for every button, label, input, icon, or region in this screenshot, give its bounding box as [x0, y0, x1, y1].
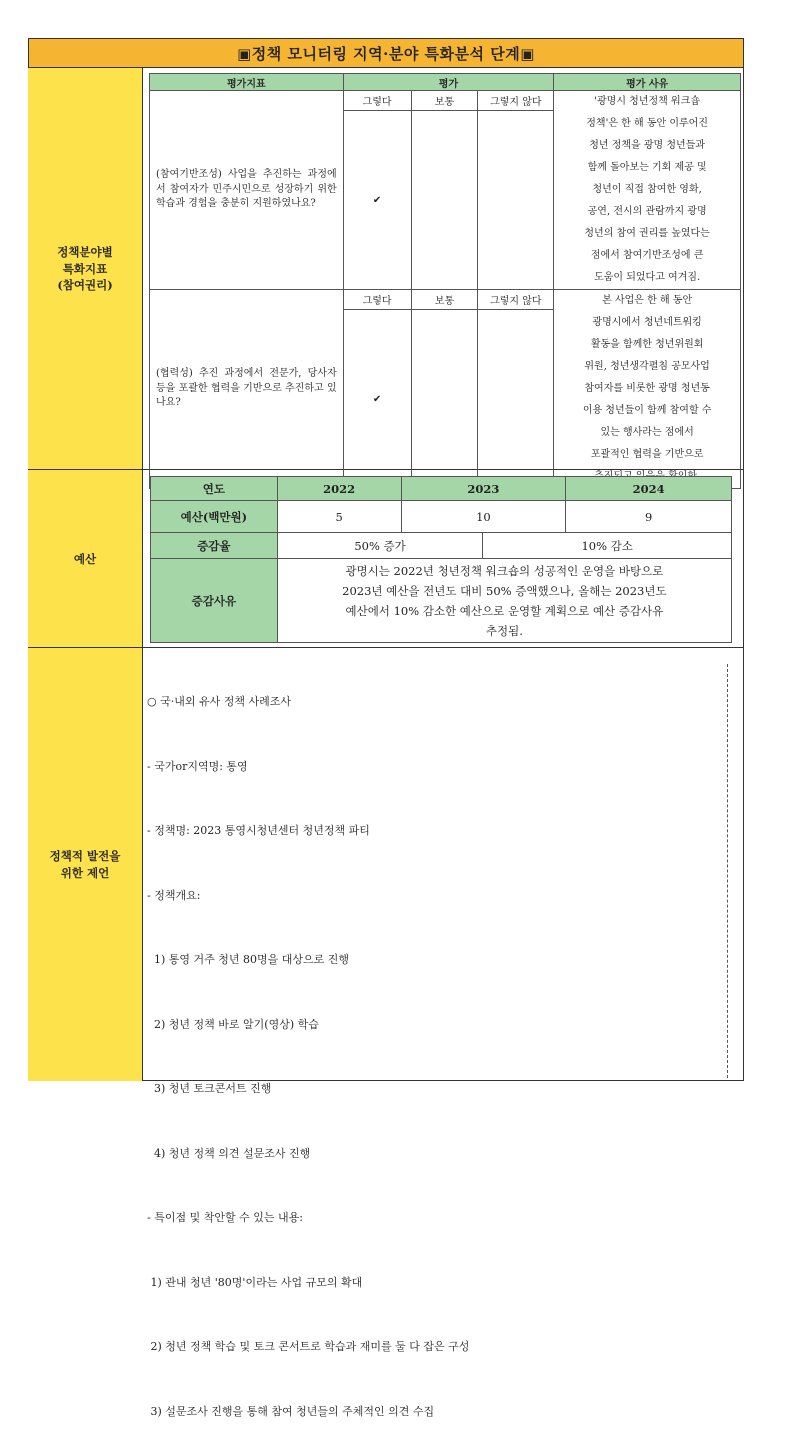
- proposal-line: - 정책명: 2023 통영시청년센터 청년정책 파티: [147, 824, 370, 837]
- reason-line: '광명시 청년정책 워크숍: [594, 96, 700, 107]
- change-reason-line: 추정됨.: [485, 623, 523, 638]
- header-evaluation: 평가: [343, 74, 554, 91]
- year-2022: 2022: [277, 477, 401, 501]
- reason-line: 도움이 되었다고 여겨짐.: [594, 272, 701, 283]
- change-reason-line: 광명시는 2022년 청년정책 워크숍의 성공적인 운영을 바탕으로: [345, 563, 664, 578]
- dashed-divider: [727, 664, 728, 1078]
- option-yes: 그렇다: [343, 91, 411, 111]
- change-2023: 50% 증가: [277, 533, 483, 559]
- section-label-line: 정책적 발전을: [49, 848, 121, 863]
- reason-line: 있는 행사라는 점에서: [600, 427, 694, 438]
- change-label: 증감율: [151, 533, 278, 559]
- evaluation-question: (협력성) 추진 과정에서 전문가, 당사자 등을 포괄한 협력을 기반으로 추진하고 있나요?: [150, 290, 344, 489]
- proposal-line: - 국가or지역명: 통영: [147, 759, 248, 773]
- header-indicator: 평가지표: [150, 74, 344, 91]
- proposal-line: 2) 청년 정책 바로 알기(영상) 학습: [147, 1017, 319, 1031]
- budget-table: [150, 476, 732, 643]
- section-label-participation: [28, 68, 143, 470]
- reason-line: 청년의 참여 권리를 높였다는: [584, 228, 710, 239]
- option-neutral: 보통: [411, 290, 478, 310]
- change-2024: 10% 감소: [483, 533, 732, 559]
- budget-2024: 9: [566, 501, 732, 533]
- change-reason-label: 증감사유: [151, 559, 278, 643]
- reason-line: 광명시에서 청년네트워킹: [592, 317, 702, 328]
- reason-line: 참여자를 비롯한 광명 청년동: [584, 383, 710, 394]
- proposal-line: 1) 통영 거주 청년 80명을 대상으로 진행: [147, 953, 350, 966]
- header-reason: 평가 사유: [554, 74, 741, 91]
- evaluation-table: [149, 73, 741, 489]
- change-reason-line: 2023년 예산을 전년도 대비 50% 증액했으나, 올해는 2023년도: [342, 583, 667, 598]
- evaluation-reason: [554, 290, 741, 489]
- proposal-line: - 특이점 및 착안할 수 있는 내용:: [147, 1211, 303, 1224]
- evaluation-question: (참여기반조성) 사업을 추진하는 과정에서 참여자가 민주시민으로 성장하기 위한 학습과 경험을 충분히 지원하였나요?: [150, 91, 344, 290]
- year-2023: 2023: [401, 477, 566, 501]
- page-title: [28, 38, 744, 68]
- reason-line: 본 사업은 한 해 동안: [602, 295, 693, 306]
- section-label-line: (참여권리): [57, 278, 113, 293]
- proposal-line: 3) 설문조사 진행을 통해 참여 청년들의 주체적인 의견 수집: [147, 1404, 435, 1418]
- proposal-line: - 정책개요:: [147, 888, 201, 902]
- proposal-content: [147, 648, 722, 1444]
- check-mark: ✔: [343, 310, 411, 489]
- year-label: 연도: [151, 477, 278, 501]
- check-mark: ✔: [343, 111, 411, 290]
- reason-line: 포괄적인 협력을 기반으로: [590, 449, 704, 460]
- section-label-budget: [28, 470, 143, 648]
- section-label-line: 위한 제언: [60, 865, 110, 880]
- reason-line: 함께 돌아보는 기회 제공 및: [587, 162, 707, 173]
- budget-2023: 10: [401, 501, 566, 533]
- empty-cell: [478, 111, 554, 290]
- reason-line: 위원, 청년생각펼침 공모사업: [584, 361, 710, 372]
- reason-line: 이용 청년들이 함께 참여할 수: [582, 405, 712, 416]
- option-neutral: 보통: [411, 91, 478, 111]
- empty-cell: [478, 310, 554, 489]
- proposal-line: 2) 청년 정책 학습 및 토크 콘서트로 학습과 재미를 둘 다 잡은 구성: [147, 1340, 470, 1353]
- section-label-line: 정책분야별: [57, 244, 113, 259]
- reason-line: 활동을 함께한 청년위원회: [590, 339, 704, 350]
- section-label-line: 예산: [73, 551, 97, 566]
- budget-label: 예산(백만원): [151, 501, 278, 533]
- reason-line: 청년 정책을 광명 청년들과: [589, 140, 706, 151]
- reason-line: 정책'은 한 해 동안 이루어진: [586, 118, 708, 129]
- reason-line: 청년이 직접 참여한 영화,: [592, 184, 702, 195]
- section-label-proposal: [28, 648, 143, 1081]
- budget-2022: 5: [277, 501, 401, 533]
- proposal-line: 4) 청년 정책 의견 설문조사 진행: [147, 1146, 311, 1160]
- option-no: 그렇지 않다: [478, 91, 554, 111]
- page-title-text: ▣정책 모니터링 지역·분야 특화분석 단계▣: [237, 44, 535, 63]
- section-label-line: 특화지표: [62, 261, 108, 276]
- reason-line: 점에서 참여기반조성에 큰: [590, 250, 704, 261]
- change-reason: [277, 559, 731, 643]
- empty-cell: [411, 310, 478, 489]
- proposal-line: ○ 국·내외 유사 정책 사례조사: [147, 695, 291, 708]
- year-2024: 2024: [566, 477, 732, 501]
- empty-cell: [411, 111, 478, 290]
- reason-line: 공연, 전시의 관람까지 광명: [587, 206, 707, 217]
- change-reason-line: 예산에서 10% 감소한 예산으로 운영할 계획으로 예산 증감사유: [345, 603, 664, 618]
- evaluation-reason: [554, 91, 741, 290]
- option-yes: 그렇다: [343, 290, 411, 310]
- proposal-line: 1) 관내 청년 '80명'이라는 사업 규모의 확대: [147, 1275, 363, 1289]
- option-no: 그렇지 않다: [478, 290, 554, 310]
- proposal-line: 3) 청년 토크콘서트 진행: [147, 1082, 272, 1095]
